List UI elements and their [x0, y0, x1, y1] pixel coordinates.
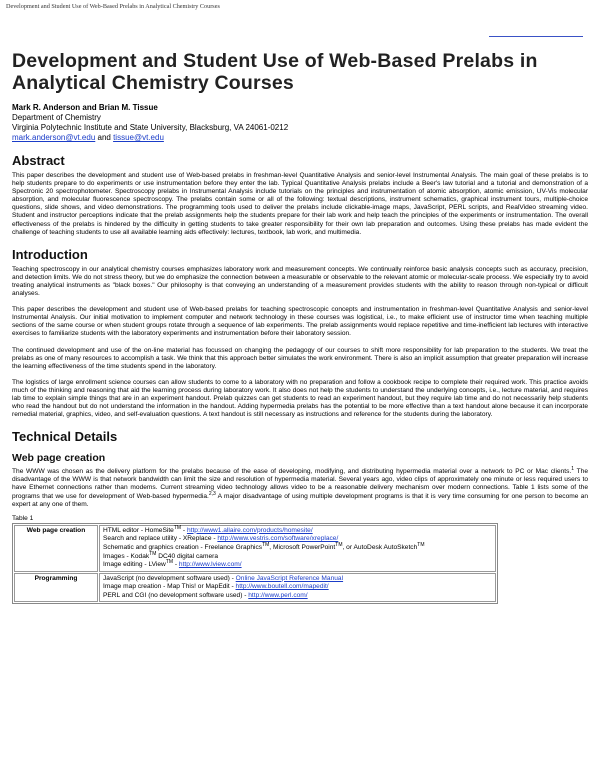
programs-table: [12, 523, 498, 605]
introduction-paragraph: This paper describes the development and student use of Web-based prelabs for teaching spectroscopic concepts and instrumentation in freshman-level Quantitative Analysis and senior-level Instrumental Analysis. Our initial motivation to implement computer and network technology in these courses was logistical, i.e., to make efficient use of instructor time when teaching multiple sections of the same course or when student groups rotate through a sequence of lab experiments. The prelab assignments would replace repetitive and time-inefficient lab lectures with interactive exercises to familiarize students with the laboratory experiments and instrumentation before their laboratory session.: [12, 306, 588, 338]
table-row: [14, 525, 496, 572]
paragraph-text: The WWW was chosen as the delivery platform for the prelabs because of the ease of developing, modifying, and distributing hypermedia material over a network to PC or Mac clients.: [12, 468, 572, 476]
table-line-text: , or AutoDesk AutoSketch: [342, 543, 418, 551]
table-cell: [99, 573, 496, 603]
web-page-creation-heading: Web page creation: [12, 452, 106, 465]
table-line-text: -: [173, 561, 179, 569]
homesite-link[interactable]: http://www1.allaire.com/products/homesite/: [186, 526, 313, 534]
table-line-text: Schematic and graphics creation - Freelance Graphics: [103, 543, 263, 551]
footnote-ref: 2,3: [208, 490, 216, 497]
table-line-text: Image map creation - Map This! or MapEdit -: [103, 583, 236, 591]
author-block: [12, 103, 588, 143]
trademark-mark: TM: [173, 524, 182, 531]
top-rule: [489, 36, 583, 37]
abstract-text: This paper describes the development and student use of Web-based prelabs in freshman-level Quantitative Analysis and senior-level Instrumental Analysis. The main goal of these prelabs is to help students prepare to do experiments or use instrumentation before they enter the lab. Typical Quantitative Analysis prelabs include a Beer's law tutorial and a tutorial and demonstration of a Spectronic 20 spectrophotometer. Spectroscopy prelabs in Instrumental Analysis include tutorials on the principles and instrumentation of atomic absorption, atomic emission, UV-Vis molecular absorption, and molecular fluorescence spectroscopy. The prelabs contain some or all of the following: textual descriptions, instrument schematics, graphical instrument tours, multiple-choice questions, slide shows, and video demonstrations. The programming tools used to deliver the prelabs include clickable-image maps, JavaScript, PERL scripts, and RealVideo streaming video. Student and instructor perceptions indicate that the prelab assignments help the students prepare for their lab work and help teach the principles of the experiments or instrumentation. The overall effectiveness of the prelabs is hindered by the difficulty in getting students to take greater responsibility for their own lab preparation and outcomes. Using these prelabs has made evident the challenge of teaching students to use all available learning aids effectively: lectures, textbook, lab work, and multimedia.: [12, 172, 588, 236]
table-caption: Table 1: [12, 514, 34, 522]
table-row-heading: Programming: [14, 573, 98, 603]
introduction-paragraph: The continued development and use of the on-line material has focussed on changing the pedagogy of our courses to shift more responsibility for lab preparation to the students. We treat the prelabs as one of many resources to accomplish a task. We think that this approach better simulates the work environment. There is also an implicit assumption that greater preparation will increase the learning effectiveness of the time students spend in the laboratory.: [12, 346, 588, 370]
introduction-paragraph: Teaching spectroscopy in our analytical chemistry courses emphasizes laboratory work and measurement concepts. We continually reinforce basic analysis concepts such as accuracy, precision, and detection limits. We do not stress theory, but we do emphasize the connection between a measurable or observable to the relevant atomic or molecular-scale process. We especially try to avoid treating analytical instruments as "black boxes." Our philosophy is that conveying an understanding of a measurement provides students with the ability to reason through non-typical or difficult analyses.: [12, 265, 588, 298]
perl-link[interactable]: http://www.perl.com/: [248, 591, 308, 599]
table-line-text: PERL and CGI (no development software used) -: [103, 591, 249, 599]
table-line: [103, 558, 492, 570]
trademark-mark: TM: [165, 558, 174, 565]
table-row: [14, 573, 496, 603]
xreplace-link[interactable]: http://www.vestris.com/software/xreplace/: [217, 535, 339, 543]
table-line: [103, 575, 492, 584]
introduction-heading: Introduction: [12, 246, 88, 262]
table-line: [103, 583, 492, 592]
table-line: [103, 535, 492, 544]
trademark-mark: TM: [149, 550, 157, 557]
author-department: Department of Chemistry: [12, 113, 101, 122]
table-line-text: -: [181, 526, 187, 534]
introduction-paragraph: The logistics of large enrollment science courses can allow students to come to a laboratory with no preparation and follow a cookbook recipe to complete their required work. This practice avoids much of the thinking and reasoning that aid the learning process during laboratory work. It also does not help the students to understand the underlying concepts, i.e., lecture material, and requires lab time to explain simple things that are in an experiment handout. Prelab quizzes can get students to read an experiment handout, but they require lab time and do not necessarily help students who read the handout but do not understand the information in the handout. Adding hypermedia prelabs has the potential to be more effective than a text handout alone because it can incorporate remedial material, graphics, video, and self-evaluation questions. A text handout is still necessary as instructions and reference for the students during the laboratory.: [12, 378, 588, 419]
table-line-text: HTML editor - HomeSite: [103, 526, 174, 534]
email-separator: and: [95, 133, 114, 142]
trademark-mark: TM: [335, 541, 343, 548]
table-line-text: Image editing - LView: [103, 561, 166, 569]
javascript-reference-link[interactable]: Online JavaScript Reference Manual: [235, 574, 344, 582]
trademark-mark: TM: [417, 541, 425, 548]
web-page-creation-paragraph: [12, 468, 588, 508]
abstract-heading: Abstract: [12, 153, 65, 168]
lview-link[interactable]: http://www.lview.com/: [178, 561, 242, 569]
paragraph-text: A major disadvantage of using multiple development programs is that it is very time consuming for one person to become an expert at any one of them.: [12, 492, 588, 508]
table-line-text: JavaScript (no development software used) -: [103, 574, 236, 582]
author-institution: Virginia Polytechnic Institute and State University, Blacksburg, VA 24061-0212: [12, 123, 289, 132]
email-link-anderson[interactable]: mark.anderson@vt.edu: [12, 133, 96, 142]
table-line-text: DC40 digital camera: [156, 552, 218, 560]
table-line: [103, 550, 492, 562]
table-cell: [99, 525, 496, 572]
paragraph-text: The disadvantage of the WWW is that network bandwidth can limit the size and resolution of hypermedia material. Several years ago, video clips of approximately one minute or less required users to have Ethernet connections rather than modems. Current streaming video technology allows video to be a reasonable delivery mechanism over modern connections. Table 1 lists some of the programs that we use for development of Web-based hypermedia.: [12, 468, 588, 500]
table-line: [103, 592, 492, 601]
email-link-tissue[interactable]: tissue@vt.edu: [113, 133, 164, 142]
table-line-text: Images - Kodak: [103, 552, 150, 560]
technical-details-heading: Technical Details: [12, 429, 118, 445]
table-line-text: , Microsoft PowerPoint: [269, 543, 336, 551]
article: [12, 50, 588, 604]
table-row-heading: Web page creation: [14, 525, 98, 572]
trademark-mark: TM: [262, 541, 270, 548]
author-names: Mark R. Anderson and Brian M. Tissue: [12, 103, 158, 112]
table-line-text: Search and replace utility - XReplace -: [103, 535, 218, 543]
table-line: [103, 524, 492, 536]
mapedit-link[interactable]: http://www.boutell.com/mapedit/: [235, 583, 329, 591]
page-title: Development and Student Use of Web-Based Prelabs in Analytical Chemistry Courses: [12, 50, 538, 94]
print-header: Development and Student Use of Web-Based Prelabs in Analytical Chemistry Courses: [6, 3, 220, 10]
footnote-ref: 1: [571, 466, 575, 473]
table-line: [103, 541, 492, 553]
author-emails: [12, 133, 588, 143]
